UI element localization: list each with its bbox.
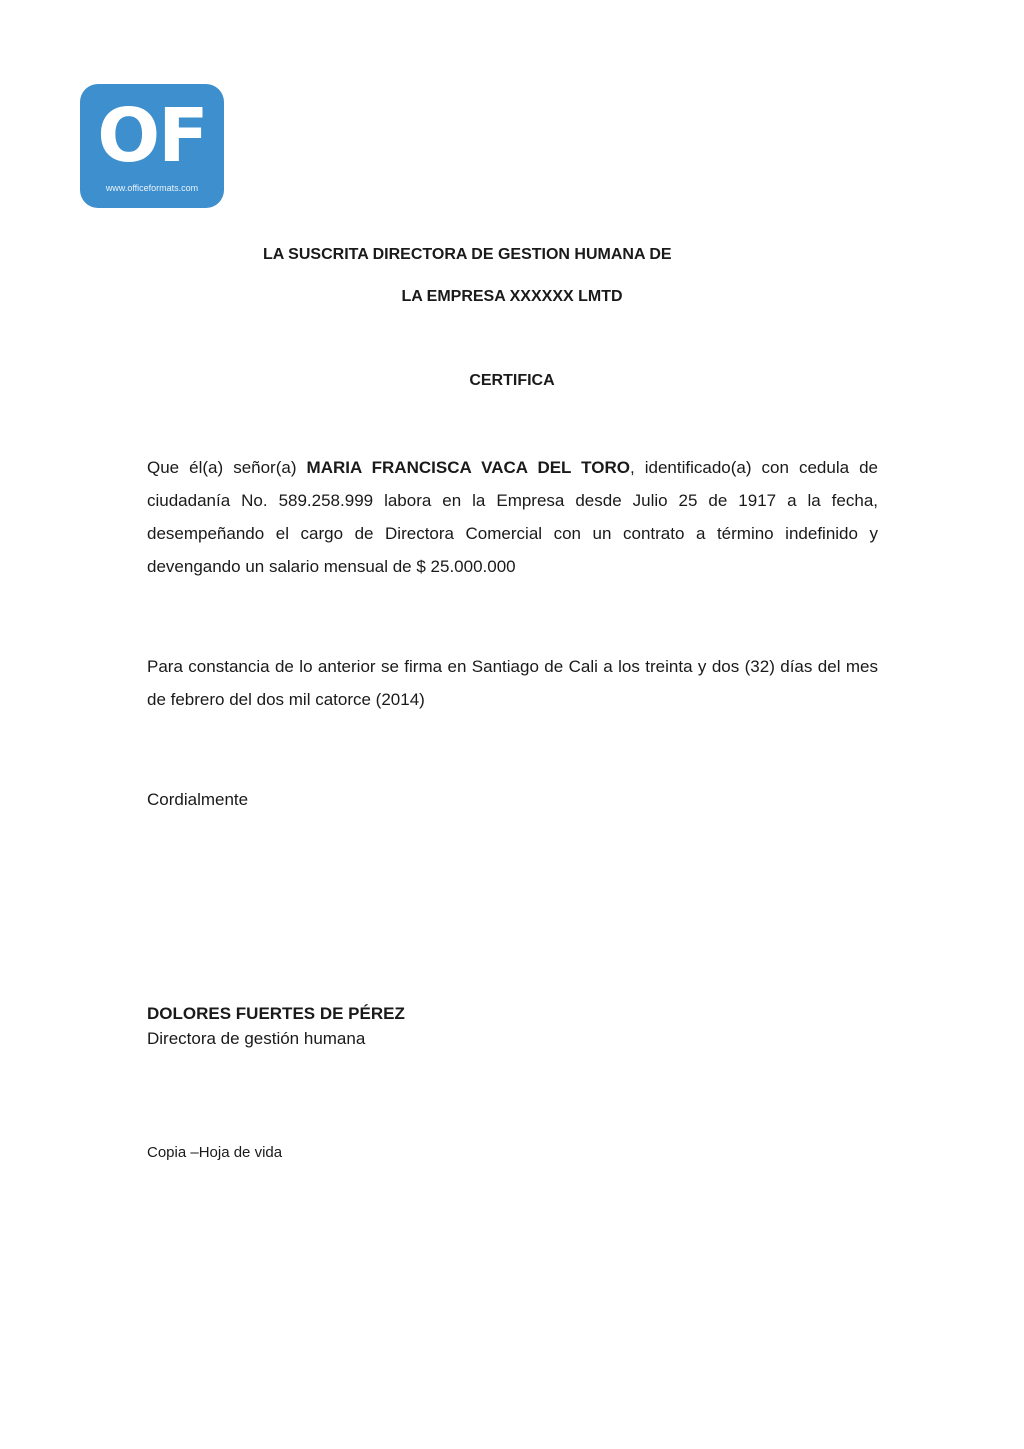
signatory-title: Directora de gestión humana bbox=[147, 1029, 366, 1048]
heading-line-1: LA SUSCRITA DIRECTORA DE GESTION HUMANA DE bbox=[263, 246, 672, 263]
paragraph-intro: Que él(a) señor(a) bbox=[147, 458, 307, 477]
employee-name: MARIA FRANCISCA VACA DEL TORO bbox=[306, 458, 630, 477]
copy-note: Copia –Hoja de vida bbox=[147, 1144, 283, 1161]
logo-mark: OF bbox=[97, 93, 207, 179]
signing-place-paragraph: Para constancia de lo anterior se firma en Santiago de Cali a los treinta y dos (32) días del mes de febrero del dos mil catorce (2014) bbox=[147, 657, 878, 709]
certification-paragraph bbox=[147, 451, 878, 583]
signatory-name: DOLORES FUERTES DE PÉREZ bbox=[147, 1004, 405, 1023]
certifica-heading: CERTIFICA bbox=[469, 372, 555, 389]
paragraph-details: , identificado(a) con cedula de ciudadanía No. 589.258.999 labora en la Empresa desde Julio 25 de 1917 a la fecha, desempeñando el cargo de Directora Comercial con un contrato a término indefinido y devengando un salario mensual de $ 25.000.000 bbox=[147, 458, 878, 576]
closing-text: Cordialmente bbox=[147, 790, 249, 809]
heading-line-2: LA EMPRESA XXXXXX LMTD bbox=[401, 288, 623, 305]
logo-url: www.officeformats.com bbox=[105, 183, 199, 193]
officeformats-logo bbox=[80, 84, 224, 208]
